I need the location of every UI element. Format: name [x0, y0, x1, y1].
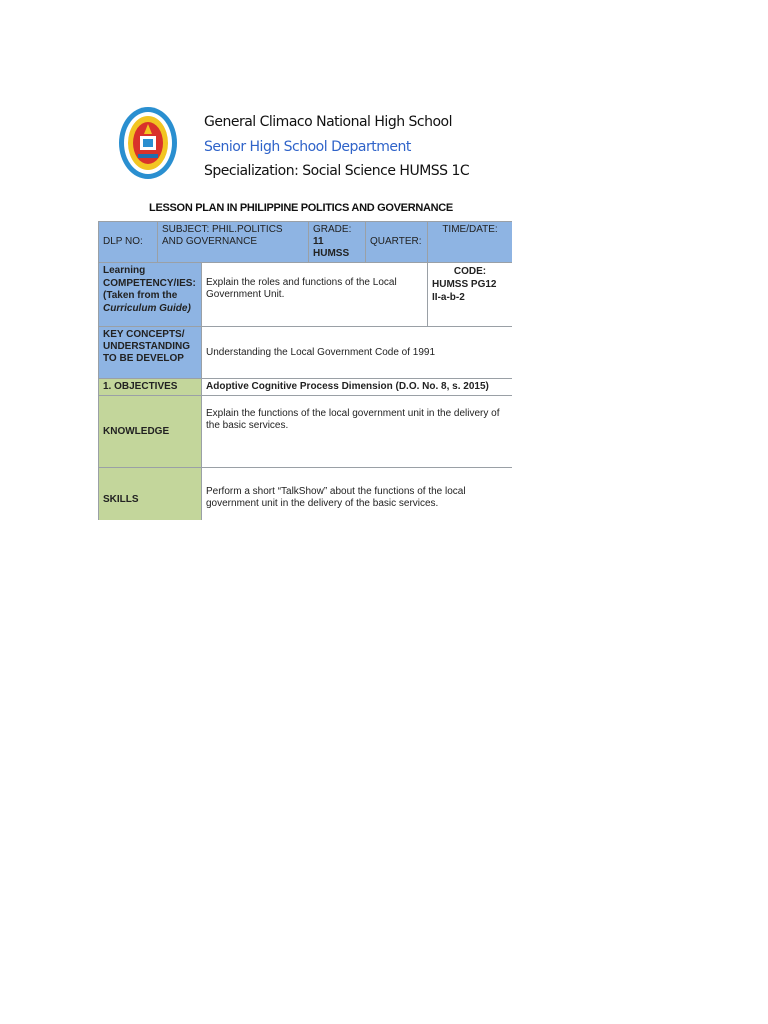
department-name: Senior High School Department	[204, 139, 411, 155]
skills-label: SKILLS	[103, 493, 139, 505]
quarter-label: QUARTER:	[370, 236, 422, 247]
subject-cell	[158, 222, 309, 263]
time-date-label: TIME/DATE:	[442, 224, 498, 235]
code-cell	[428, 263, 512, 327]
grade-value: 11	[313, 236, 324, 247]
curriculum-guide-label: Curriculum Guide)	[103, 302, 191, 314]
table-row-header	[99, 222, 513, 263]
key-concepts-label-cell	[99, 327, 202, 379]
knowledge-text-cell	[202, 396, 513, 468]
learning-competency-label-cell	[99, 263, 202, 327]
table-row-objectives	[99, 379, 513, 396]
key-concepts-text: Understanding the Local Government Code of 1991	[206, 346, 436, 358]
table-row-skills	[99, 468, 513, 521]
specialization: Specialization: Social Science HUMSS 1C	[204, 163, 470, 179]
lesson-plan-table	[98, 221, 512, 520]
skills-text: Perform a short “TalkShow” about the functions of the local government unit in the delivery of the basic services.	[206, 486, 466, 509]
table-row-knowledge	[99, 396, 513, 468]
table-row-learning-competency	[99, 263, 513, 327]
table-row-key-concepts	[99, 327, 513, 379]
objectives-label-cell	[99, 379, 202, 396]
key-concepts-label: KEY CONCEPTS/ UNDERSTANDING TO BE DEVELOP	[103, 329, 191, 364]
school-seal-logo	[118, 106, 178, 180]
code-label: CODE:	[453, 266, 487, 277]
learning-competency-text: Explain the roles and functions of the Local Government Unit.	[206, 277, 397, 300]
key-concepts-text-cell	[202, 327, 513, 379]
school-name: General Climaco National High School	[204, 114, 452, 130]
lesson-plan-title: LESSON PLAN IN PHILIPPINE POLITICS AND GOVERNANCE	[149, 202, 453, 214]
grade-strand: HUMSS	[313, 248, 350, 259]
objectives-text: Adoptive Cognitive Process Dimension (D.O. No. 8, s. 2015)	[206, 381, 489, 392]
grade-cell	[309, 222, 366, 263]
learning-competency-text-cell	[202, 263, 428, 327]
objectives-text-cell	[202, 379, 513, 396]
quarter-cell	[366, 222, 428, 263]
time-date-cell	[428, 222, 512, 263]
curriculum-source-label: (Taken from the	[103, 290, 178, 301]
knowledge-label: KNOWLEDGE	[103, 425, 170, 437]
code-value: HUMSS PG12 II-a-b-2	[432, 279, 497, 303]
dlp-no-label: DLP NO:	[103, 236, 143, 247]
grade-label: GRADE:	[313, 224, 352, 235]
lesson-plan-document	[90, 94, 512, 520]
skills-text-cell	[202, 468, 513, 521]
knowledge-label-cell	[99, 396, 202, 468]
subject-label: SUBJECT: PHIL.POLITICS AND GOVERNANCE	[162, 224, 283, 247]
knowledge-text: Explain the functions of the local government unit in the delivery of the basic services.	[206, 408, 500, 431]
objectives-label: 1. OBJECTIVES	[103, 381, 178, 392]
learning-competency-label: Learning COMPETENCY/IES:	[103, 265, 196, 289]
dlp-no-cell	[99, 222, 158, 263]
skills-label-cell	[99, 468, 202, 521]
